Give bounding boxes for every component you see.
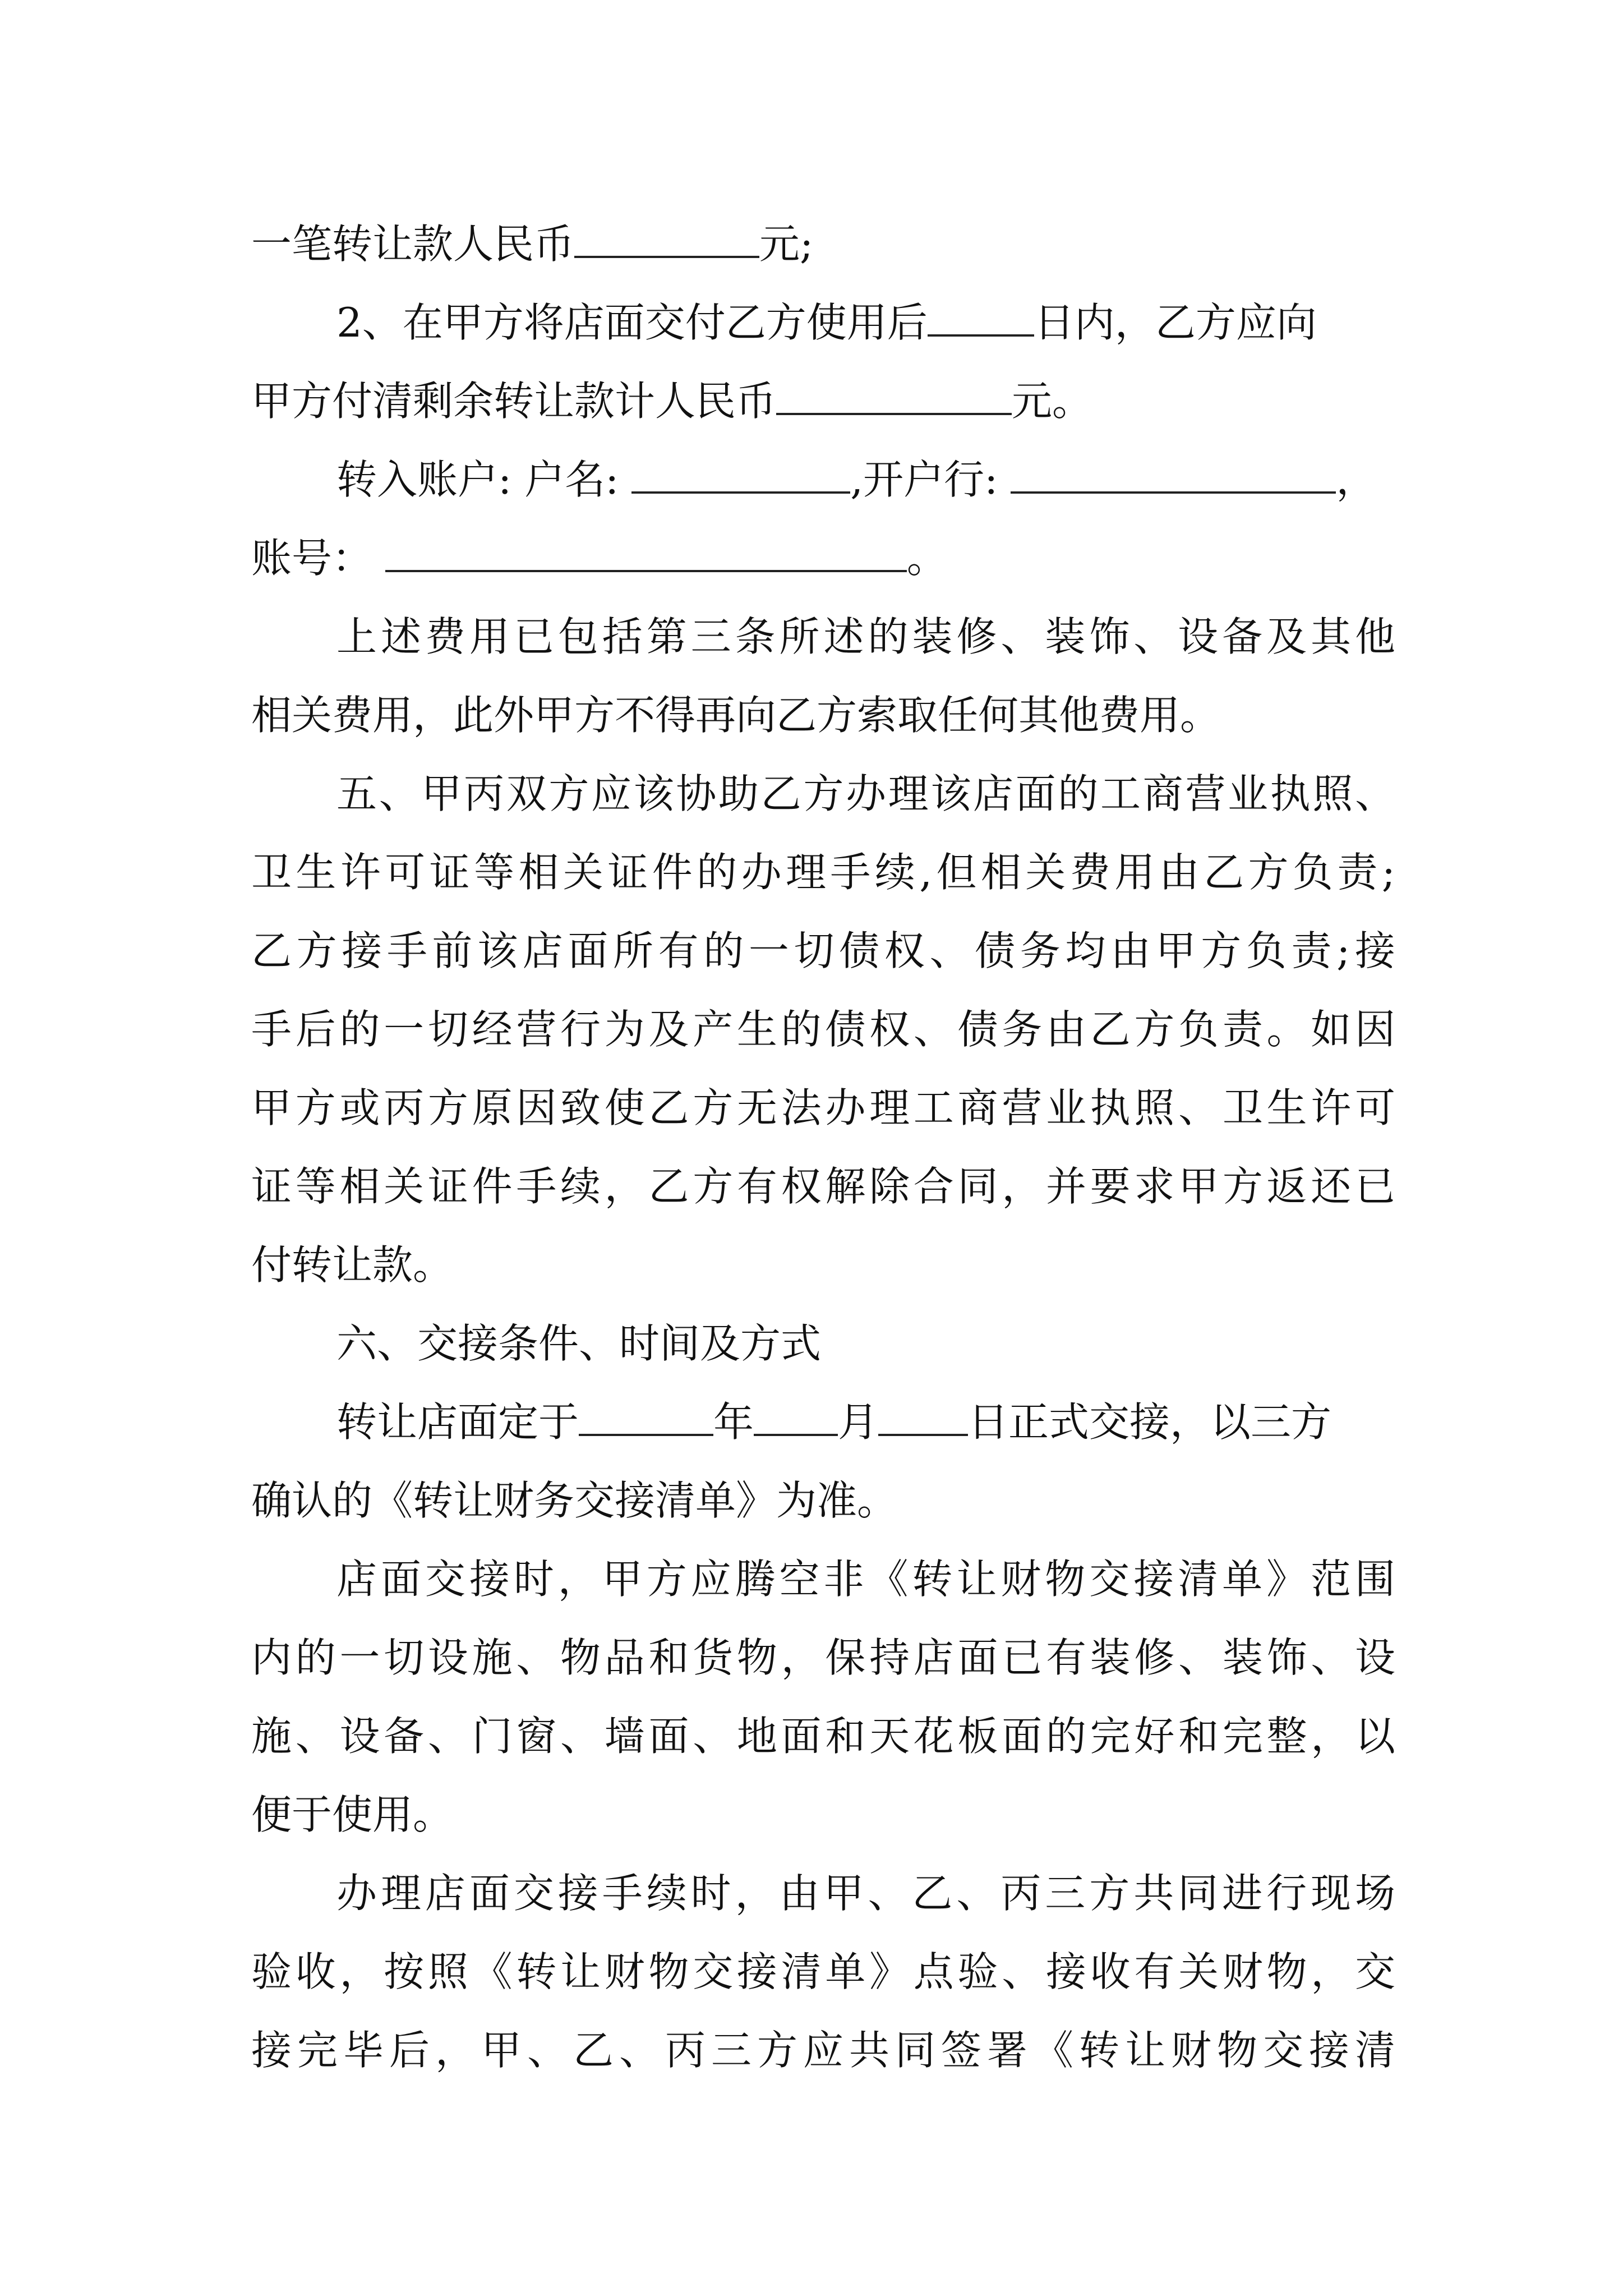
text-segment: 转让店面定于 [336, 1398, 579, 1446]
blank-field-remaining-amount [776, 379, 1012, 415]
text-line-23: 验收，按照《转让财物交接清单》点验、接收有关财物，交 [251, 1948, 1395, 1995]
blank-field-day [878, 1400, 968, 1436]
text-line-2 [336, 280, 1395, 365]
blank-field-account-number [385, 536, 907, 572]
text-line-3 [251, 359, 1395, 443]
blank-field-bank [1011, 458, 1336, 494]
text-segment: 日正式交接，以三方 [968, 1398, 1332, 1446]
text-line-24: 接完毕后，甲、乙、丙三方应共同签署《转让财物交接清 [251, 2027, 1395, 2074]
text-line-22: 办理店面交接手续时，由甲、乙、丙三方共同进行现场 [336, 1870, 1395, 1917]
text-line-12: 甲方或丙方原因致使乙方无法办理工商营业执照、卫生许可 [251, 1084, 1395, 1131]
text-line-4 [336, 438, 1395, 522]
text-line-19: 内的一切设施、物品和货物，保持店面已有装修、装饰、设 [251, 1634, 1395, 1681]
text-segment: ， [1336, 456, 1377, 503]
text-segment: 。 [906, 535, 947, 582]
text-line-9: 卫生许可证等相关证件的办理手续,但相关费用由乙方负责; [251, 849, 1395, 896]
text-segment: 一笔转让款人民币 [251, 220, 575, 268]
text-line-5 [251, 516, 1395, 600]
blank-field-month [754, 1400, 838, 1436]
text-segment: 日内，乙方应向 [1034, 299, 1317, 346]
text-segment: 年 [713, 1398, 754, 1446]
blank-field-days [928, 301, 1034, 337]
text-line-20: 施、设备、门窗、墙面、地面和天花板面的完好和完整，以 [251, 1713, 1395, 1760]
text-segment: 账号： [251, 535, 373, 582]
text-line-11: 手后的一切经营行为及产生的债权、债务由乙方负责。如因 [251, 1006, 1395, 1053]
text-line-13: 证等相关证件手续，乙方有权解除合同，并要求甲方返还已 [251, 1163, 1395, 1210]
text-segment: 元; [759, 220, 814, 268]
blank-field-amount [574, 222, 759, 258]
text-segment: 2、在甲方将店面交付乙方使用后 [336, 299, 928, 346]
text-line-18: 店面交接时，甲方应腾空非《转让财物交接清单》范围 [336, 1556, 1395, 1603]
text-line-14: 付转让款。 [251, 1241, 454, 1289]
text-line-10: 乙方接手前该店面所有的一切债权、债务均由甲方负责;接 [251, 927, 1395, 974]
text-line-16 [336, 1380, 1395, 1464]
text-line-8: 五、甲丙双方应该协助乙方办理该店面的工商营业执照、 [336, 770, 1395, 817]
text-line-21: 便于使用。 [251, 1791, 454, 1838]
text-segment: 甲方付清剩余转让款计人民币 [251, 378, 777, 425]
section-heading-6: 六、交接条件、时间及方式 [336, 1320, 822, 1367]
text-segment: 转入账户: 户名: [336, 456, 619, 503]
text-line-7: 相关费用，此外甲方不得再向乙方索取任何其他费用。 [251, 692, 1221, 739]
blank-field-year [579, 1400, 713, 1436]
text-segment: 月 [838, 1398, 879, 1446]
blank-field-account-name [631, 458, 850, 494]
text-line-1 [251, 202, 1395, 286]
text-segment: 元。 [1012, 378, 1093, 425]
text-line-17: 确认的《转让财务交接清单》为准。 [251, 1477, 898, 1524]
text-segment: ,开户行: [850, 456, 998, 503]
text-line-6: 上述费用已包括第三条所述的装修、装饰、设备及其他 [336, 613, 1395, 660]
